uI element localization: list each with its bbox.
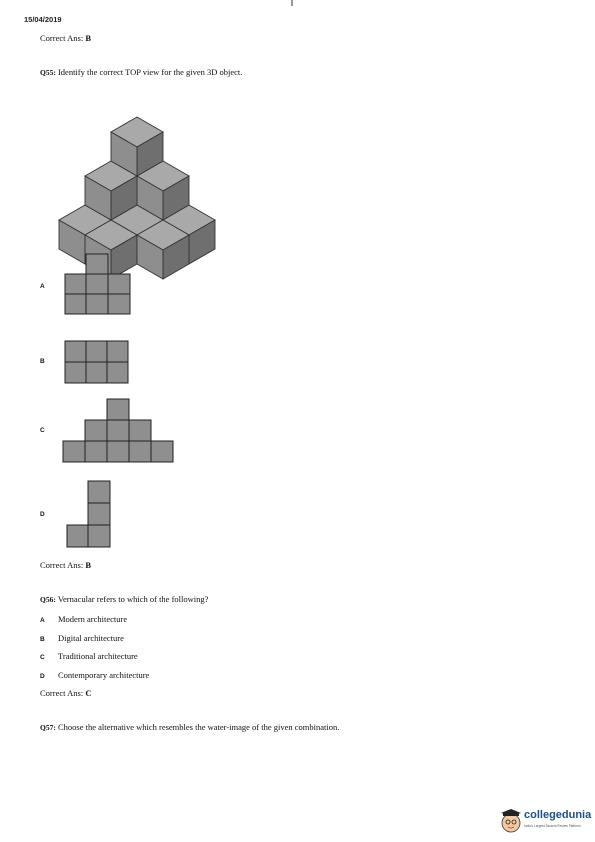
page-date: 15/04/2019 — [24, 15, 62, 24]
q55-correct-answer: Correct Ans: B — [40, 560, 91, 570]
prev-correct-answer: Correct Ans: B — [40, 33, 91, 43]
q55-question: Q55: Identify the correct TOP view for the given 3D object. — [40, 67, 243, 77]
q55-option-b-figure[interactable] — [64, 340, 132, 384]
q56-question: Q56: Vernacular refers to which of the following? — [40, 594, 209, 604]
q55-option-c-letter: C — [40, 427, 45, 434]
collegedunia-logo[interactable] — [500, 808, 590, 836]
q55-option-b-letter: B — [40, 358, 45, 365]
q56-correct-answer: Correct Ans: C — [40, 688, 92, 698]
q55-option-d-letter: D — [40, 511, 45, 518]
q56-option-a[interactable]: A Modern architecture — [40, 614, 128, 624]
q55-option-c-figure[interactable] — [62, 398, 178, 464]
logo-wordmark: collegedunia — [524, 809, 592, 821]
q56-option-d[interactable]: D Contemporary architecture — [40, 670, 150, 680]
q55-option-d-figure[interactable] — [66, 480, 114, 548]
q55-option-a-letter: A — [40, 283, 45, 290]
mascot-icon — [500, 808, 522, 834]
q56-option-c[interactable]: C Traditional architecture — [40, 651, 138, 661]
q57-question: Q57: Choose the alternative which resembles the water-image of the given combination. — [40, 722, 340, 732]
q55-option-a-figure[interactable] — [64, 253, 134, 315]
logo-tagline: India's Largest Student Review Platform — [524, 824, 581, 828]
q56-option-b[interactable]: B Digital architecture — [40, 633, 124, 643]
